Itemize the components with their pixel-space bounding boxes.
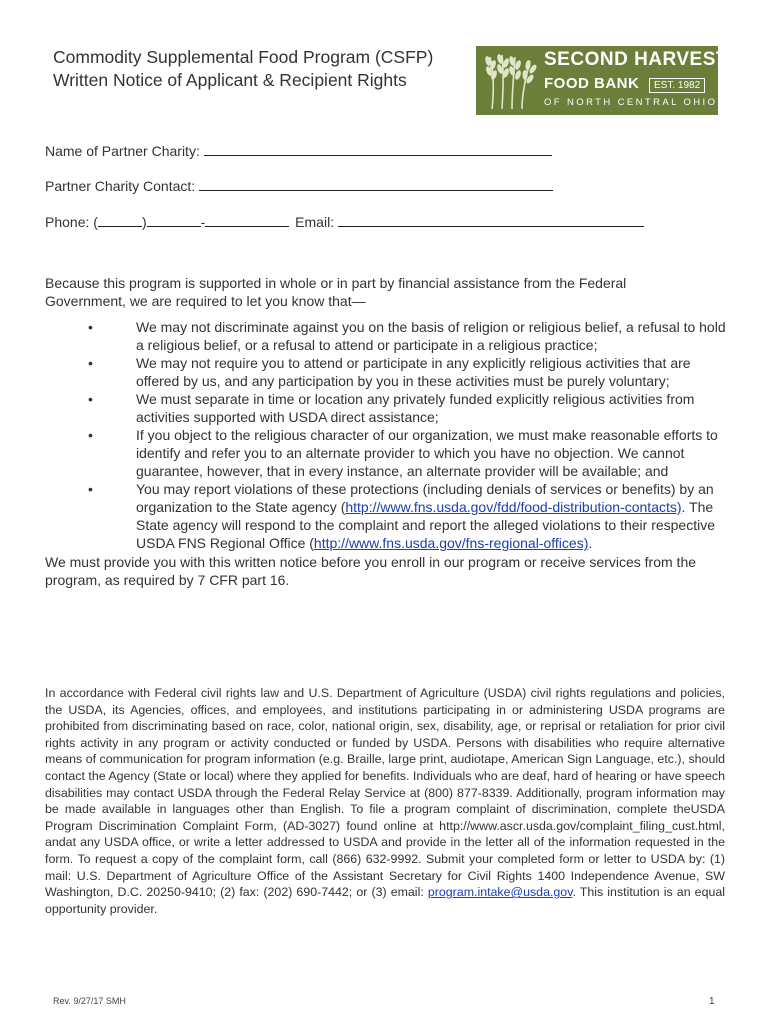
logo-line-3: OF NORTH CENTRAL OHIO [544,97,718,108]
rights-closing: We must provide you with this written notice before you enroll in our program or receive services from the program, as required by 7 CFR part 16. [45,554,697,588]
bullet: • [88,319,93,335]
civil-rights-tail: . This institution is an equal opportunity provider. [45,885,725,916]
list-item [88,318,728,354]
partner-contact-label: Partner Charity Contact: [45,178,196,194]
regional-offices-link[interactable]: http://www.fns.usda.gov/fns-regional-offices) [313,535,589,551]
email-line[interactable] [338,213,644,227]
email-label: Email: [295,214,335,230]
list-item-text: We may not require you to attend or participate in any explicitly religious activities that are offered by us, and any participation by you in these activities must be purely voluntary; [136,355,691,389]
partner-contact-row [45,177,553,194]
list-item-text: If you object to the religious character of our organization, we must make reasonable efforts to identify and refer you to an alternate provider to which you have no objection. We cannot guarantee, however, that in every instance, an alternate provider will be available; and [136,427,718,479]
civil-rights-body: In accordance with Federal civil rights law and U.S. Department of Agriculture (USDA) civil rights regulations and policies, the USDA, its Agencies, offices, and employees, and institutions participating in or administering USDA programs are prohibited from discriminating based on race, color, national origin, sex, disability, age, or reprisal or retaliation for prior civil rights activity in any program or activity conducted or funded by USDA. Persons with disabilities who require alternative means of communication for program information (e.g. Braille, large print, audiotape, American Sign Language, etc.), should contact the Agency (State or local) where they applied for benefits. Individuals who are deaf, hard of hearing or have speech disabilities may contact USDA through the Federal Relay Service at (800) 877-8339. Additionally, program information may be made available in languages other than English. To file a program complaint of discrimination, complete theUSDA Program Discrimination Complaint Form, (AD-3027) found online at http://www.ascr.usda.gov/complaint_filing_cust.html, andat any USDA office, or write a letter addressed to USDA and provide in the letter all of the information requested in the form. To request a copy of the complaint form, call (866) 632-9992. Submit your completed form or letter to USDA by: (1) mail: U.S. Department of Agriculture Office of the Assistant Secretary for Civil Rights 1400 Independence Avenue, SW Washington, D.C. 20250-9410; (2) fax: (202) 690-7442; or (3) email: [45,686,725,900]
list-item-text: . [588,535,593,551]
wheat-icon [482,51,538,110]
bullet: • [88,355,93,371]
partner-name-row [45,142,552,159]
logo-line-1: SECOND HARVEST [544,49,729,70]
rights-list [88,318,728,552]
list-item [88,426,728,480]
list-item [88,354,728,390]
state-agency-contacts-link[interactable]: http://www.fns.usda.gov/fdd/food-distribution-contacts) [345,499,682,515]
phone-email-row [45,213,644,230]
phone-sep-1: ) [141,214,147,230]
bullet: • [88,481,93,497]
partner-name-label: Name of Partner Charity: [45,143,200,159]
revision-note: Rev. 9/27/17 SMH [53,996,126,1006]
partner-contact-line[interactable] [199,177,553,191]
usda-email-link[interactable]: program.intake@usda.gov [427,885,573,900]
list-item-text: . The State agency will respond to the complaint and report the alleged violations to their respective USDA FNS Regional Office ( [136,499,716,551]
phone-sep-2: - [200,214,206,230]
partner-name-line[interactable] [204,142,552,156]
bullet: • [88,427,93,443]
bullet: • [88,391,93,407]
document-title [53,46,463,92]
list-item [88,480,728,552]
phone-prefix-line[interactable] [147,213,201,227]
title-line-1: Commodity Supplemental Food Program (CSFP) [53,47,434,67]
civil-rights-statement [45,685,725,917]
logo-established-badge: EST. 1982 [649,78,705,93]
phone-number-line[interactable] [205,213,289,227]
title-line-2: Written Notice of Applicant & Recipient Rights [53,70,407,90]
list-item-text: We must separate in time or location any privately funded explicitly religious activities from activities supported with USDA direct assistance; [136,391,695,425]
phone-area-code-line[interactable] [98,213,142,227]
food-bank-logo [476,46,729,115]
list-item-text: You may report violations of these protections (including denials of services or benefits) by an organization to the State agency ( [136,481,714,515]
logo-line-2: FOOD BANK [544,75,640,92]
list-item [88,390,728,426]
rights-intro: Because this program is supported in whole or in part by financial assistance from the Federal Government, we are required to let you know that— [45,275,627,309]
page-number: 1 [709,996,715,1007]
list-item-text: We may not discriminate against you on the basis of religion or religious belief, a refusal to hold a religious belief, or a refusal to attend or participate in a religious practice; [136,319,726,353]
phone-label: Phone: ( [45,214,98,230]
